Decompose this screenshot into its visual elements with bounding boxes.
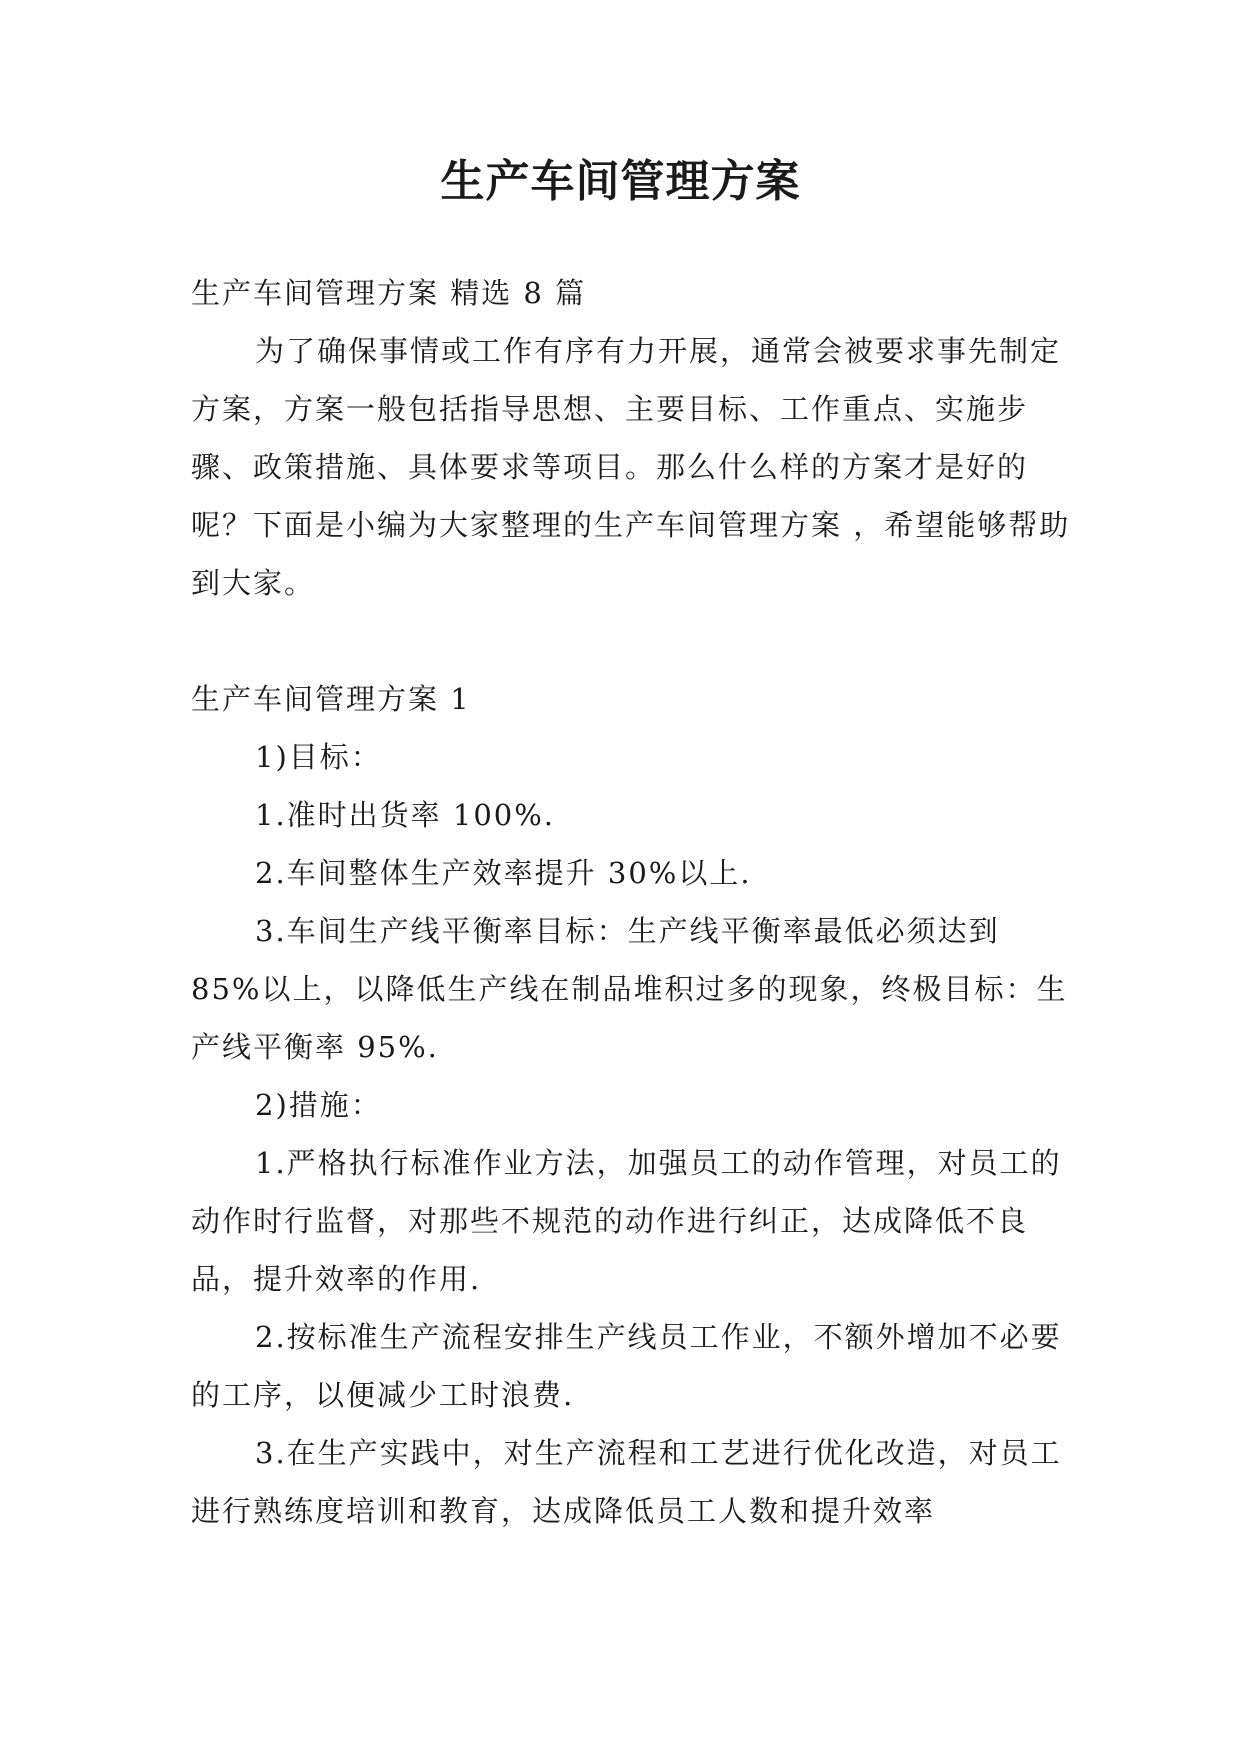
document-subtitle: 生产车间管理方案 精选 8 篇 bbox=[191, 276, 587, 310]
paragraph-measures-heading: 2)措施： bbox=[255, 1088, 382, 1122]
paragraph-goal-3: 3.车间生产线平衡率目标：生产线平衡率最低必须达到 85%以上，以降低生产线在制品堆积过多的现象，终极目标：生产线平衡率 95%. bbox=[191, 914, 1068, 1064]
paragraph-goal-2: 2.车间整体生产效率提升 30%以上. bbox=[255, 856, 752, 890]
spacer bbox=[191, 612, 1071, 670]
paragraph-measure-3: 3.在生产实践中，对生产流程和工艺进行优化改造，对员工进行熟练度培训和教育，达成降低员工人数和提升效率 bbox=[191, 1436, 1062, 1528]
document-title: 生产车间管理方案 bbox=[440, 156, 801, 207]
paragraph-goal-1: 1.准时出货率 100%. bbox=[255, 798, 556, 832]
intro-paragraph: 为了确保事情或工作有序有力开展，通常会被要求事先制定方案，方案一般包括指导思想、主要目标、工作重点、实施步骤、政策措施、具体要求等项目。那么什么样的方案才是好的呢？下面是小编为大家整理的生产车间管理方案 ，希望能够帮助到大家。 bbox=[191, 334, 1071, 600]
paragraph-goal-heading: 1)目标： bbox=[255, 740, 382, 774]
document-body bbox=[191, 264, 1071, 1540]
paragraph-measure-1: 1.严格执行标准作业方法，加强员工的动作管理，对员工的动作时行监督，对那些不规范的动作进行纠正，达成降低不良品，提升效率的作用. bbox=[191, 1146, 1062, 1296]
section-heading: 生产车间管理方案 1 bbox=[191, 682, 471, 716]
paragraph-measure-2: 2.按标准生产流程安排生产线员工作业，不额外增加不必要的工序，以便减少工时浪费. bbox=[191, 1320, 1062, 1412]
